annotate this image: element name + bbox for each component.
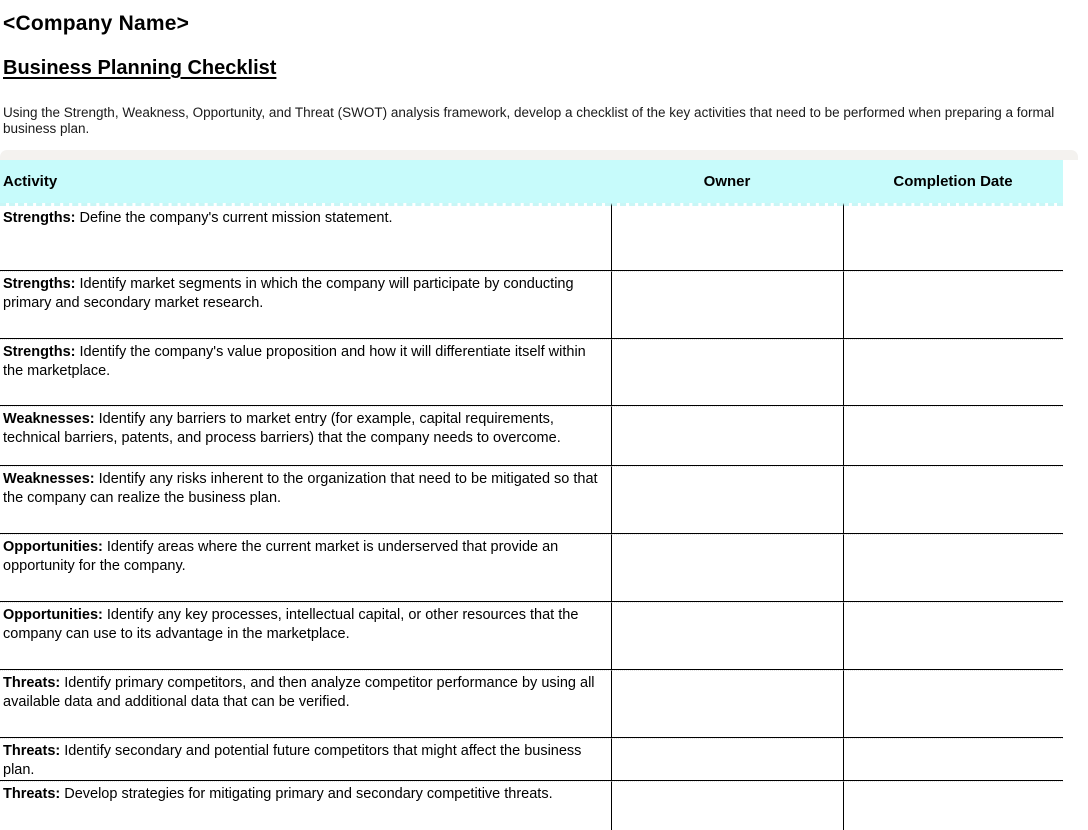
owner-cell — [611, 466, 843, 534]
table-row — [0, 406, 1063, 466]
checklist-table — [0, 160, 1063, 830]
table-row — [0, 781, 1063, 830]
owner-cell — [611, 203, 843, 271]
activity-category-label: Threats: — [3, 786, 61, 802]
activity-category-label: Weaknesses: — [3, 471, 95, 487]
activity-cell — [0, 534, 611, 602]
activity-text: Develop strategies for mitigating primary and secondary competitive threats. — [64, 786, 553, 802]
activity-category-label: Threats: — [3, 675, 61, 691]
owner-cell — [611, 602, 843, 670]
activity-text: Identify secondary and potential future competitors that might affect the business plan. — [3, 743, 582, 778]
activity-cell — [0, 406, 611, 466]
table-row — [0, 738, 1063, 781]
table-row — [0, 534, 1063, 602]
activity-cell — [0, 339, 611, 406]
owner-cell — [611, 339, 843, 406]
activity-category-label: Strengths: — [3, 276, 76, 292]
completion-date-cell — [843, 781, 1063, 830]
activity-category-label: Threats: — [3, 743, 61, 759]
column-header-activity: Activity — [0, 160, 611, 203]
owner-cell — [611, 406, 843, 466]
table-row — [0, 339, 1063, 406]
table-row — [0, 602, 1063, 670]
activity-text: Identify any barriers to market entry (for example, capital requirements, technical barriers, patents, and process barriers) that the company needs to overcome. — [3, 411, 561, 446]
column-header-owner: Owner — [611, 160, 843, 203]
intro-text: Using the Strength, Weakness, Opportunity, and Threat (SWOT) analysis framework, develop a checklist of the key activities that need to be performed when preparing a formal business plan. — [3, 105, 1055, 136]
completion-date-cell — [843, 406, 1063, 466]
activity-cell — [0, 466, 611, 534]
table-row — [0, 271, 1063, 339]
owner-cell — [611, 738, 843, 781]
activity-cell — [0, 203, 611, 271]
owner-cell — [611, 534, 843, 602]
owner-cell — [611, 271, 843, 339]
activity-text: Identify any risks inherent to the organization that need to be mitigated so that the company can realize the business plan. — [3, 471, 598, 506]
activity-text: Identify any key processes, intellectual capital, or other resources that the company can use to its advantage in the marketplace. — [3, 607, 579, 642]
completion-date-cell — [843, 738, 1063, 781]
table-row — [0, 466, 1063, 534]
activity-category-label: Opportunities: — [3, 539, 103, 555]
completion-date-cell — [843, 534, 1063, 602]
activity-cell — [0, 738, 611, 781]
activity-category-label: Weaknesses: — [3, 411, 95, 427]
completion-date-cell — [843, 466, 1063, 534]
owner-cell — [611, 781, 843, 830]
activity-cell — [0, 781, 611, 830]
activity-cell — [0, 670, 611, 738]
completion-date-cell — [843, 203, 1063, 271]
table-top-strip — [0, 150, 1078, 160]
activity-category-label: Opportunities: — [3, 607, 103, 623]
completion-date-cell — [843, 339, 1063, 406]
table-row — [0, 203, 1063, 271]
activity-text: Define the company's current mission statement. — [79, 210, 393, 226]
company-name-title: <Company Name> — [3, 12, 190, 35]
activity-text: Identify the company's value proposition and how it will differentiate itself within the marketplace. — [3, 344, 586, 379]
activity-cell — [0, 271, 611, 339]
activity-text: Identify primary competitors, and then analyze competitor performance by using all available data and additional data that can be verified. — [3, 675, 595, 710]
activity-category-label: Strengths: — [3, 210, 76, 226]
activity-text: Identify areas where the current market is underserved that provide an opportunity for the company. — [3, 539, 559, 574]
completion-date-cell — [843, 271, 1063, 339]
document-title: Business Planning Checklist — [3, 57, 277, 79]
completion-date-cell — [843, 602, 1063, 670]
activity-text: Identify market segments in which the company will participate by conducting primary and secondary market research. — [3, 276, 574, 311]
owner-cell — [611, 670, 843, 738]
column-header-completion-date: Completion Date — [843, 160, 1063, 203]
activity-cell — [0, 602, 611, 670]
table-row — [0, 670, 1063, 738]
activity-category-label: Strengths: — [3, 344, 76, 360]
completion-date-cell — [843, 670, 1063, 738]
table-header-row — [0, 160, 1063, 203]
